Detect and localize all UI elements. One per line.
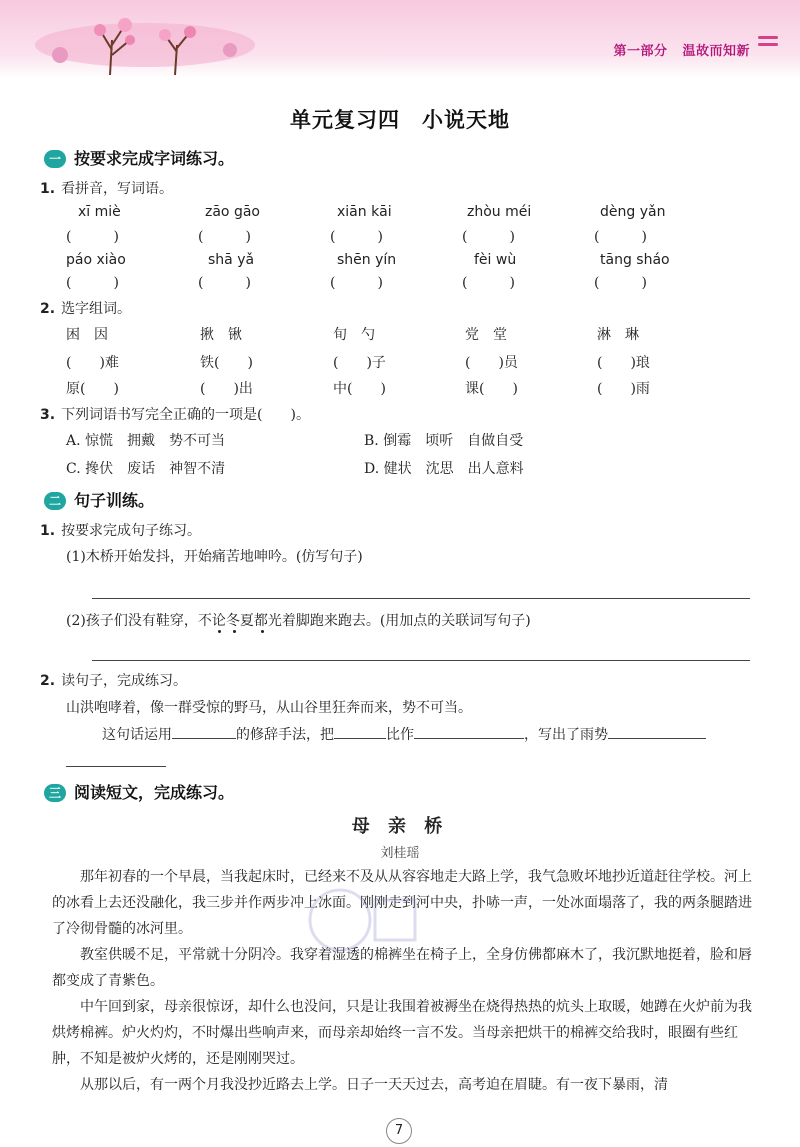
pinyin-1: xī miè [78, 204, 121, 220]
header-section-label [603, 40, 750, 59]
pinyin-4: zhòu méi [467, 204, 532, 220]
word-blank[interactable]: ( )雨 [597, 381, 650, 397]
s2-item-2: (2)孩子们没有鞋穿，不论冬夏都光着脚跑来跑去。(用加点的关联词写句子) [66, 613, 531, 629]
answer-blank[interactable]: ( ) [594, 275, 647, 291]
answer-blank[interactable]: ( ) [594, 229, 647, 245]
answer-blank[interactable]: ( ) [462, 229, 515, 245]
answer-blank[interactable]: ( ) [330, 229, 383, 245]
section-3-badge: 三 [44, 784, 66, 802]
s2-q2-prompt: 2. 读句子，完成练习。 [40, 673, 188, 689]
fill-blank[interactable] [172, 738, 236, 739]
word-blank[interactable]: ( )出 [200, 381, 253, 397]
header-bars-decoration [758, 36, 778, 50]
word-blank[interactable]: ( )琅 [597, 355, 650, 371]
char-pair: 困 因 [66, 327, 108, 343]
watermark-stamp [300, 880, 430, 970]
answer-blank[interactable]: ( ) [462, 275, 515, 291]
section-3-heading [44, 780, 234, 803]
fill-blank[interactable] [414, 738, 524, 739]
pinyin-7: shā yǎ [208, 252, 255, 268]
header-motto: 温故而知新 [682, 44, 750, 59]
char-pair: 揪 锹 [200, 327, 242, 343]
page-title: 单元复习四 小说天地 [290, 108, 510, 132]
word-blank[interactable]: ( )员 [465, 355, 518, 371]
story-paragraph: 教室供暖不足，平常就十分阴冷。我穿着湿透的棉裤坐在椅子上，全身仿佛都麻木了，我沉默地挺着，脸和唇都变成了青紫色。 [52, 947, 752, 989]
q1-prompt: 1. 看拼音，写词语。 [40, 181, 174, 197]
word-blank[interactable]: 铁( ) [200, 355, 253, 371]
story-paragraph: 中午回到家，母亲很惊讶，却什么也没问，只是让我围着被褥坐在烧得热热的炕头上取暖，她蹲在火炉前为我烘烤棉裤。炉火灼灼，不时爆出些响声来，而母亲却始终一言不发。当母亲把烘干的棉裤交给我时，眼圈有些红肿，不知是被炉火烤的，还是刚刚哭过。 [52, 999, 752, 1067]
word-blank[interactable]: ( )子 [333, 355, 386, 371]
answer-blank[interactable]: ( ) [198, 229, 251, 245]
emphasis-dot [233, 630, 236, 633]
s2-sentence: 山洪咆哮着，像一群受惊的野马，从山谷里狂奔而来，势不可当。 [66, 700, 472, 716]
char-pair: 淋 琳 [597, 327, 639, 343]
section-2-title: 句子训练。 [74, 491, 155, 510]
word-blank[interactable]: 中( ) [333, 381, 386, 397]
q2-prompt: 2. 选字组词。 [40, 301, 132, 317]
option-a[interactable]: A. 惊慌 拥戴 势不可当 [66, 433, 226, 449]
emphasis-dot [261, 630, 264, 633]
pinyin-2: zāo gāo [205, 204, 260, 220]
section-2-heading [44, 488, 154, 511]
story-paragraph: 那年初春的一个早晨，当我起床时，已经来不及从从容容地走大路上学，我气急败坏地抄近道赶往学校。河上的冰看上去还没融化，我三步并作两步冲上冰面。刚刚走到河中央，扑哧一声，一处冰面塌落了，我的两条腿踏进了冷彻骨髓的冰河里。 [52, 869, 752, 937]
section-3-title: 阅读短文，完成练习。 [74, 783, 235, 802]
fill-blank[interactable] [334, 738, 386, 739]
story-title: 母 亲 桥 [351, 816, 449, 837]
pinyin-10: tāng sháo [600, 252, 670, 268]
pinyin-6: páo xiào [66, 252, 126, 268]
char-pair: 党 堂 [465, 327, 507, 343]
answer-blank[interactable]: ( ) [198, 275, 251, 291]
pinyin-8: shēn yín [337, 252, 397, 268]
s2-fill-sentence: 这句话运用 的修辞手法，把 比作 ，写出了雨势 [102, 724, 706, 744]
word-blank[interactable]: 课( ) [465, 381, 518, 397]
section-1-heading [44, 146, 234, 169]
word-blank[interactable]: 原( ) [66, 381, 119, 397]
s2-item-1: (1)木桥开始发抖，开始痛苦地呻吟。(仿写句子) [66, 549, 363, 565]
s2-q1-prompt: 1. 按要求完成句子练习。 [40, 523, 202, 539]
story-paragraph: 从那以后，有一两个月我没抄近路去上学。日子一天天过去，高考迫在眉睫。有一夜下暴雨，清 [80, 1077, 668, 1093]
option-b[interactable]: B. 倒霉 顷听 自做自受 [364, 433, 524, 449]
section-2-badge: 二 [44, 492, 66, 510]
char-pair: 旬 勺 [333, 327, 375, 343]
option-c[interactable]: C. 搀伏 废话 神智不清 [66, 461, 226, 477]
answer-line[interactable] [92, 660, 750, 661]
section-1-title: 按要求完成字词练习。 [74, 149, 235, 168]
story-author: 刘桂瑶 [380, 846, 420, 861]
answer-line[interactable] [92, 598, 750, 599]
word-blank[interactable]: ( )难 [66, 355, 119, 371]
fill-blank[interactable] [608, 738, 706, 739]
page-number: 7 [386, 1118, 412, 1144]
section-1-badge: 一 [44, 150, 66, 168]
q3-prompt: 3. 下列词语书写完全正确的一项是( )。 [40, 407, 310, 423]
pinyin-5: dèng yǎn [600, 204, 666, 220]
answer-line[interactable] [66, 766, 166, 767]
header-part: 第一部分 [613, 44, 668, 59]
pinyin-3: xiān kāi [337, 204, 392, 220]
option-d[interactable]: D. 健状 沈思 出人意料 [364, 461, 524, 477]
answer-blank[interactable]: ( ) [66, 275, 119, 291]
plum-tree-decoration [30, 10, 260, 80]
answer-blank[interactable]: ( ) [66, 229, 119, 245]
answer-blank[interactable]: ( ) [330, 275, 383, 291]
emphasis-dot [218, 630, 221, 633]
pinyin-9: fèi wù [474, 252, 517, 268]
